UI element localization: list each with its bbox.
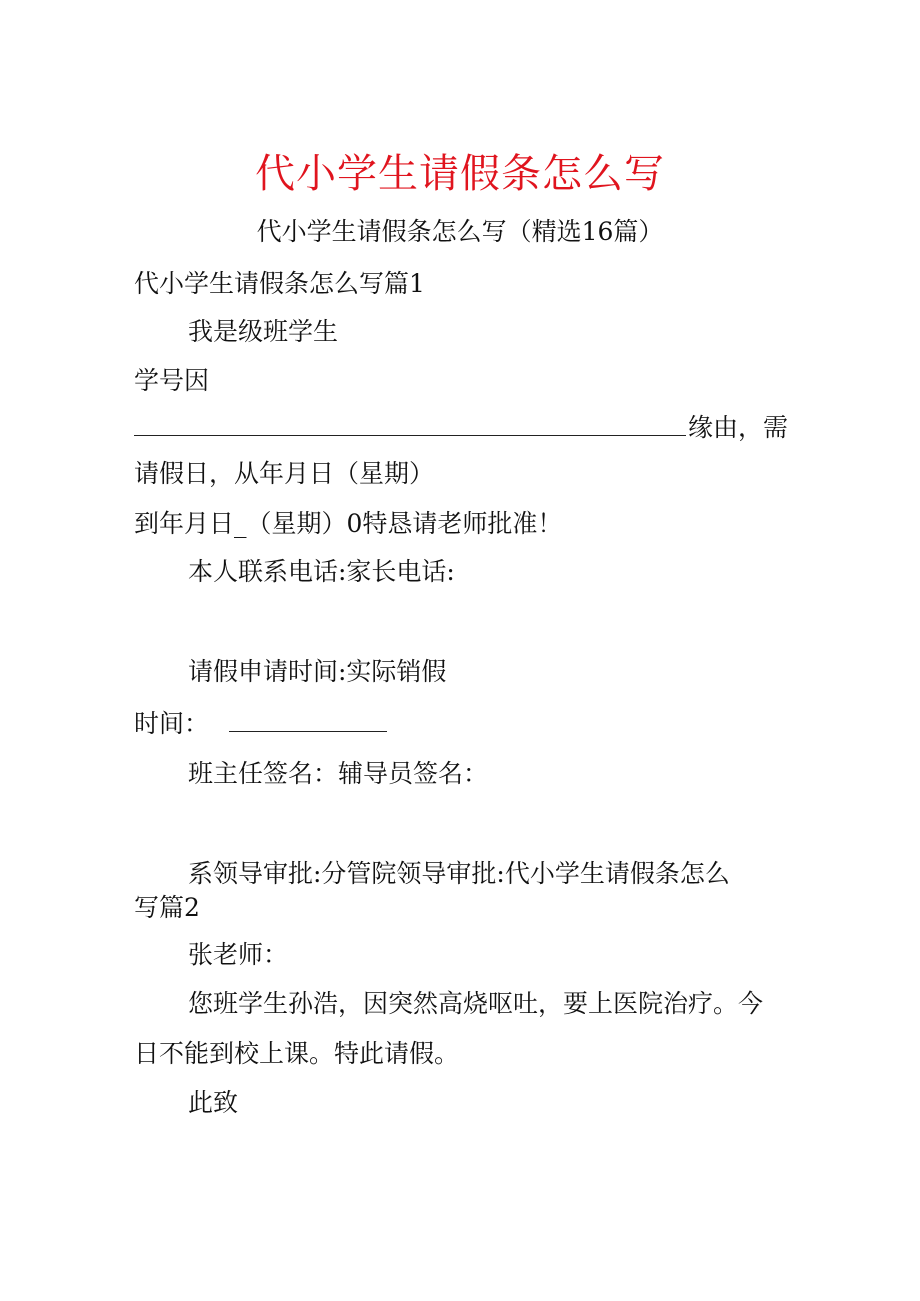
reason-tail-text: 缘由，需: [688, 413, 789, 442]
body-paragraph-line-2: 日不能到校上课。特此请假。: [134, 1039, 460, 1068]
document-title: 代小学生请假条怎么写: [255, 151, 665, 197]
contacts-line: 本人联系电话:家长电话:: [188, 557, 455, 586]
leave-days-line: 请假日，从年月日（星期）: [134, 459, 435, 488]
apply-time-line: 请假申请时间:实际销假: [188, 657, 447, 686]
time-label: 时间：: [134, 709, 210, 738]
document-subtitle: 代小学生请假条怎么写（精选16篇）: [256, 217, 664, 246]
student-number-line: 学号因: [134, 366, 210, 395]
section-heading-2: 写篇2: [134, 893, 200, 922]
signatures-line: 班主任签名：辅导员签名：: [188, 759, 489, 788]
closing-line: 此致: [188, 1088, 239, 1117]
identity-line: 我是级班学生: [188, 317, 339, 346]
end-date-line: 到年月日_（星期）0特恳请老师批准！: [134, 509, 563, 538]
time-blank: [229, 705, 387, 732]
approvals-line: 系领导审批:分管院领导审批:代小学生请假条怎么: [188, 859, 730, 888]
reason-blank: [134, 409, 686, 436]
salutation: 张老师：: [188, 940, 289, 969]
body-paragraph-line-1: 您班学生孙浩，因突然高烧呕吐，要上医院治疗。今: [188, 989, 764, 1018]
time-line: [134, 705, 387, 742]
reason-line: [134, 409, 788, 446]
section-heading-1: 代小学生请假条怎么写篇1: [134, 269, 425, 298]
